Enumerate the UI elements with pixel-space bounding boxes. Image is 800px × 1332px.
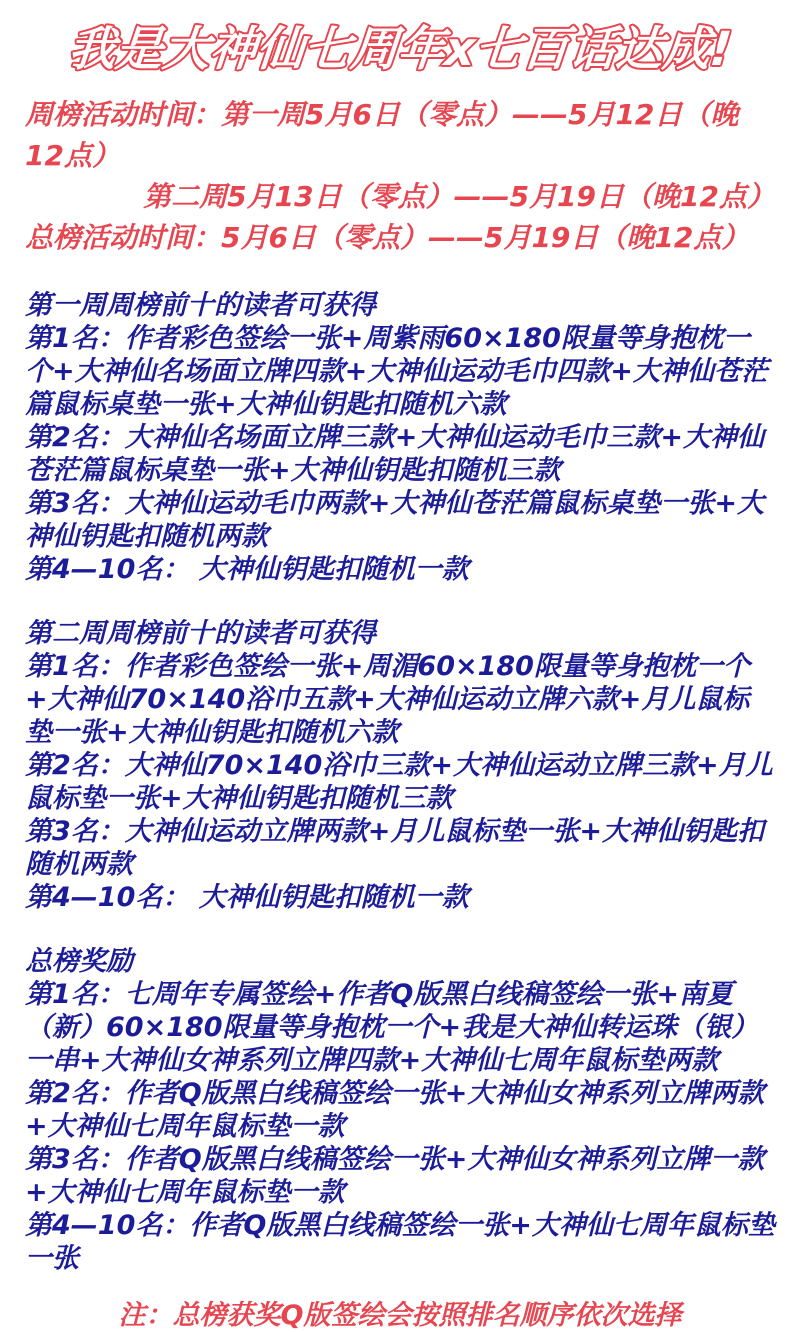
section-heading: 第二周周榜前十的读者可获得: [25, 618, 376, 650]
weekly-ranking-time-week1: 周榜活动时间：第一周5月6日（零点）——5月12日（晚12点）: [25, 98, 739, 173]
prize-entry-rank4-10: 第4—10名： 大神仙钥匙扣随机一款: [25, 554, 469, 586]
footer-note: 注：总榜获奖Q版签绘会按照排名顺序依次选择: [118, 1300, 682, 1332]
prize-entry-rank1: 第1名：七周年专属签绘+作者Q版黑白线稿签绘一张+南夏（新）60×180限量等身抱枕一个+我是大神仙转运珠（银）一串+大神仙女神系列立牌四款+大神仙七周年鼠标垫两款: [25, 979, 759, 1077]
activity-times-block: [25, 94, 775, 258]
prize-entry-rank2: 第2名：大神仙名场面立牌三款+大神仙运动毛巾三款+大神仙苍茫篇鼠标桌垫一张+大神仙钥匙扣随机三款: [25, 422, 765, 487]
week2-prize-section: [25, 617, 775, 914]
prize-entry-rank3: 第3名：大神仙运动毛巾两款+大神仙苍茫篇鼠标桌垫一张+大神仙钥匙扣随机两款: [25, 488, 765, 553]
page-title: 我是大神仙七周年x七百话达成!: [66, 22, 734, 77]
prize-entry-rank1: 第1名：作者彩色签绘一张+周紫雨60×180限量等身抱枕一个+大神仙名场面立牌四款+大神仙运动毛巾四款+大神仙苍茫篇鼠标桌垫一张+大神仙钥匙扣随机六款: [25, 323, 768, 421]
prize-entry-rank4-10: 第4—10名：作者Q版黑白线稿签绘一张+大神仙七周年鼠标垫一张: [25, 1210, 775, 1275]
weekly-ranking-time-week2: 第二周5月13日（零点）——5月19日（晚12点）: [143, 180, 775, 214]
section-heading: 总榜奖励: [25, 946, 133, 978]
prize-entry-rank4-10: 第4—10名： 大神仙钥匙扣随机一款: [25, 882, 469, 914]
prize-entry-rank2: 第2名：大神仙70×140浴巾三款+大神仙运动立牌三款+月儿鼠标垫一张+大神仙钥匙扣随机三款: [25, 750, 773, 815]
week1-prize-section: [25, 289, 775, 586]
prize-entry-rank1: 第1名：作者彩色签绘一张+周湄60×180限量等身抱枕一个+大神仙70×140浴巾五款+大神仙运动立牌六款+月儿鼠标垫一张+大神仙钥匙扣随机六款: [25, 651, 750, 749]
total-ranking-prize-section: [25, 945, 775, 1275]
anniversary-poster: [0, 16, 800, 1332]
prize-entry-rank2: 第2名：作者Q版黑白线稿签绘一张+大神仙女神系列立牌两款+大神仙七周年鼠标垫一款: [25, 1078, 765, 1143]
prize-entry-rank3: 第3名：大神仙运动立牌两款+月儿鼠标垫一张+大神仙钥匙扣随机两款: [25, 816, 765, 881]
total-ranking-time: 总榜活动时间：5月6日（零点）——5月19日（晚12点）: [25, 221, 750, 255]
prize-entry-rank3: 第3名：作者Q版黑白线稿签绘一张+大神仙女神系列立牌一款+大神仙七周年鼠标垫一款: [25, 1144, 765, 1209]
section-heading: 第一周周榜前十的读者可获得: [25, 290, 376, 322]
